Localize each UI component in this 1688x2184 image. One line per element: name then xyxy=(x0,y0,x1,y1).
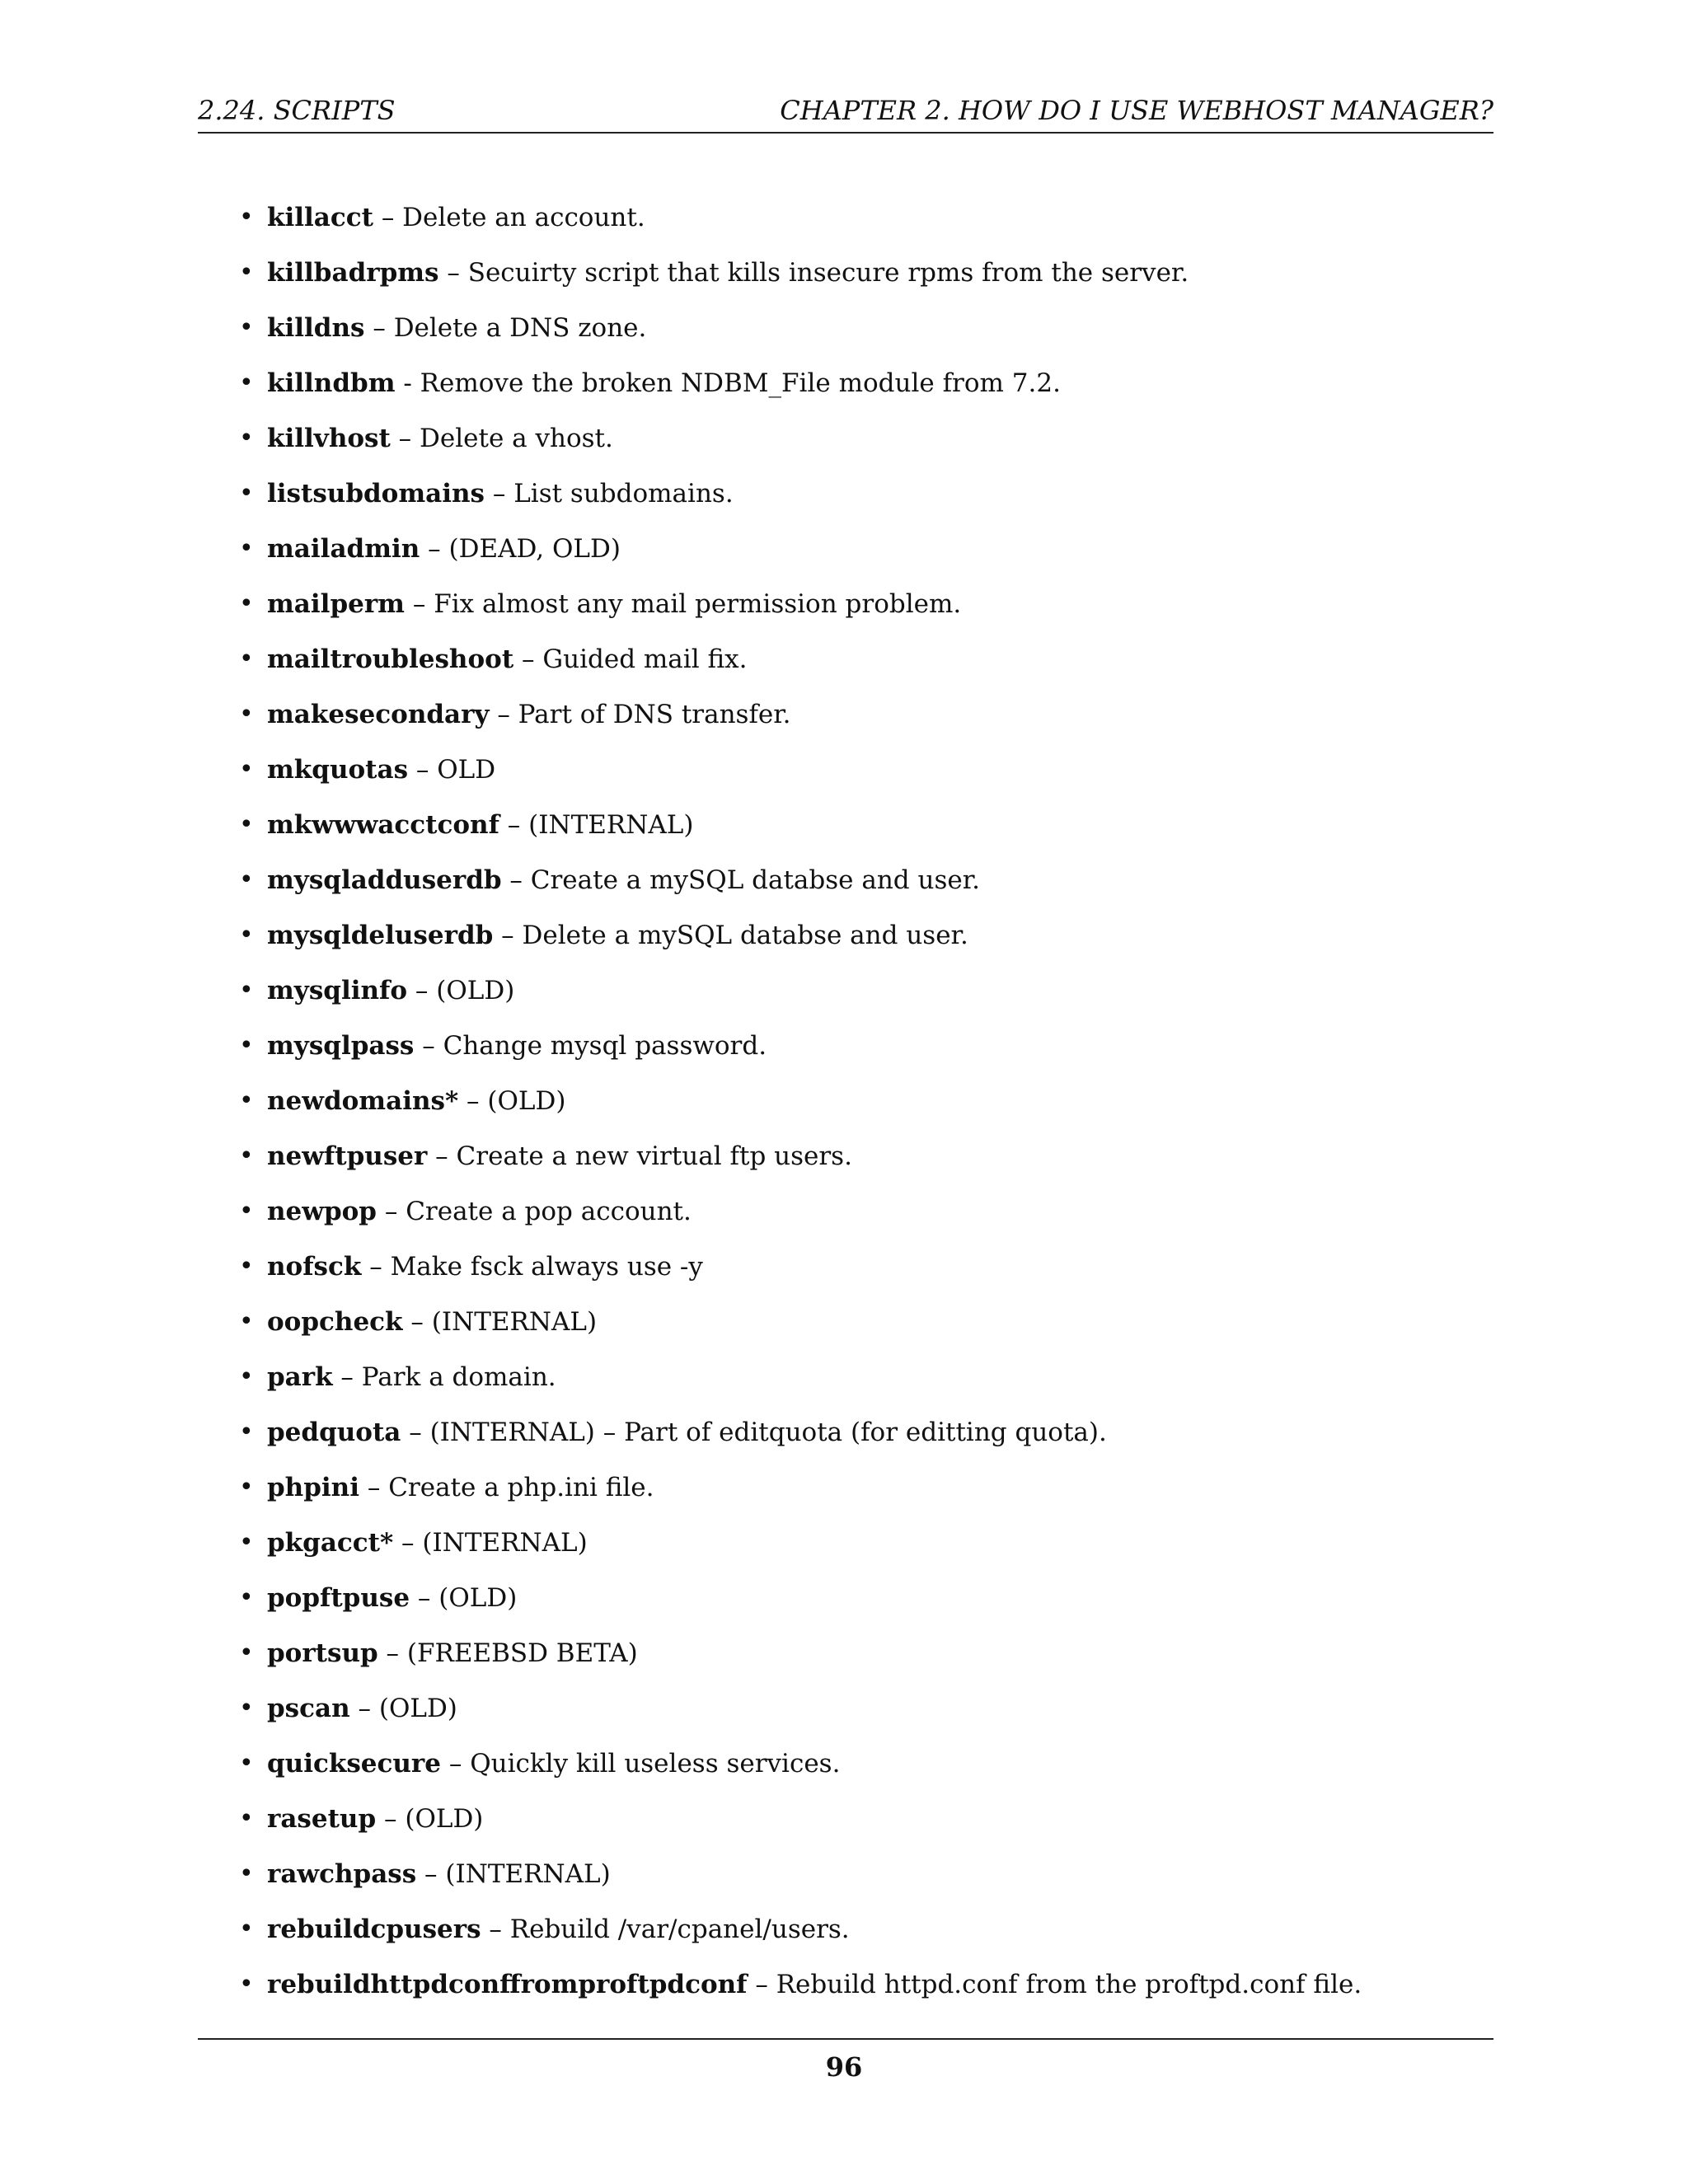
bullet-icon: • xyxy=(239,1583,254,1612)
list-item xyxy=(239,854,1492,909)
list-item xyxy=(239,1075,1492,1130)
script-name: killbadrpms xyxy=(267,258,439,288)
script-name: phpini xyxy=(267,1473,359,1502)
list-item xyxy=(239,1903,1492,1958)
script-entry xyxy=(267,1075,565,1127)
script-name: mysqladduserdb xyxy=(267,865,502,895)
script-entry xyxy=(267,467,734,520)
script-name: newdomains* xyxy=(267,1086,459,1116)
bullet-icon: • xyxy=(239,534,254,563)
script-description: – Change mysql password. xyxy=(414,1031,767,1061)
bullet-icon: • xyxy=(239,1915,254,1943)
script-name: pedquota xyxy=(267,1418,401,1447)
script-description: – Fix almost any mail permission problem. xyxy=(404,589,962,619)
bullet-icon: • xyxy=(239,644,254,673)
list-item xyxy=(239,1793,1492,1848)
script-entry xyxy=(267,1627,638,1680)
script-name: pkgacct* xyxy=(267,1528,394,1558)
bullet-icon: • xyxy=(239,1141,254,1170)
bullet-icon: • xyxy=(239,203,254,232)
script-description: – (INTERNAL) xyxy=(402,1307,598,1337)
script-entry xyxy=(267,633,747,686)
script-name: rebuildhttpdconffromproftpdconf xyxy=(267,1970,748,1999)
bullet-icon: • xyxy=(239,1749,254,1778)
bullet-icon: • xyxy=(239,1638,254,1667)
script-description: – Delete an account. xyxy=(373,203,645,232)
list-item xyxy=(239,302,1492,357)
script-name: mailadmin xyxy=(267,534,420,564)
bullet-icon: • xyxy=(239,1362,254,1391)
list-item xyxy=(239,1516,1492,1572)
script-entry xyxy=(267,1903,850,1956)
script-entry xyxy=(267,909,968,962)
script-name: pscan xyxy=(267,1694,350,1723)
script-entry xyxy=(267,1572,517,1624)
script-description: – (INTERNAL) xyxy=(393,1528,588,1558)
bullet-icon: • xyxy=(239,313,254,342)
list-item xyxy=(239,799,1492,854)
script-entry xyxy=(267,964,514,1017)
section-title: 2.24. SCRIPTS xyxy=(198,95,396,126)
script-description: – List subdomains. xyxy=(485,479,734,509)
script-entry xyxy=(267,1793,483,1845)
script-description: – Create a mySQL databse and user. xyxy=(501,865,980,895)
list-item xyxy=(239,523,1492,578)
script-description: – Rebuild httpd.conf from the proftpd.conf file. xyxy=(747,1970,1362,1999)
script-name: killndbm xyxy=(267,368,396,398)
list-item xyxy=(239,964,1492,1019)
script-description: – Rebuild /var/cpanel/users. xyxy=(481,1915,850,1944)
script-entry xyxy=(267,191,645,244)
list-item xyxy=(239,412,1492,467)
bullet-icon: • xyxy=(239,368,254,397)
script-description: – (OLD) xyxy=(458,1086,566,1116)
script-name: listsubdomains xyxy=(267,479,485,509)
script-name: mailperm xyxy=(267,589,405,619)
script-name: mkwwwacctconf xyxy=(267,810,499,840)
script-description: – OLD xyxy=(408,755,496,785)
script-entry xyxy=(267,1848,611,1900)
script-entry xyxy=(267,1461,654,1514)
page-number: 96 xyxy=(825,2051,863,2083)
script-name: newftpuser xyxy=(267,1141,428,1171)
script-description: – (INTERNAL) xyxy=(499,810,694,840)
script-entry xyxy=(267,1130,852,1183)
script-name: park xyxy=(267,1362,333,1392)
script-description: – Quickly kill useless services. xyxy=(441,1749,841,1779)
script-entry xyxy=(267,523,621,575)
script-entry xyxy=(267,246,1189,299)
script-entry xyxy=(267,1351,556,1404)
list-item xyxy=(239,191,1492,246)
script-entry xyxy=(267,1737,840,1790)
bullet-icon: • xyxy=(239,1804,254,1833)
script-entry xyxy=(267,578,961,630)
script-name: killacct xyxy=(267,203,373,232)
list-item xyxy=(239,1572,1492,1627)
script-description: – Create a new virtual ftp users. xyxy=(427,1141,852,1171)
script-description: – Guided mail fix. xyxy=(513,644,748,674)
bullet-icon: • xyxy=(239,1418,254,1446)
bullet-icon: • xyxy=(239,258,254,287)
bullet-icon: • xyxy=(239,921,254,949)
chapter-title: CHAPTER 2. HOW DO I USE WEBHOST MANAGER? xyxy=(780,95,1493,126)
bullet-icon: • xyxy=(239,1694,254,1722)
list-item xyxy=(239,246,1492,302)
bullet-icon: • xyxy=(239,865,254,894)
list-item xyxy=(239,633,1492,688)
list-item xyxy=(239,1848,1492,1903)
script-description: – Create a php.ini file. xyxy=(359,1473,654,1502)
list-item xyxy=(239,1958,1492,2013)
list-item xyxy=(239,1682,1492,1737)
bullet-icon: • xyxy=(239,1031,254,1060)
list-item xyxy=(239,467,1492,523)
script-list xyxy=(239,191,1492,2013)
script-entry xyxy=(267,1185,692,1238)
list-item xyxy=(239,1130,1492,1185)
script-entry xyxy=(267,1019,767,1072)
list-item xyxy=(239,688,1492,743)
running-header xyxy=(198,92,1493,134)
bullet-icon: • xyxy=(239,1528,254,1557)
script-description: – (INTERNAL) xyxy=(416,1859,611,1889)
bullet-icon: • xyxy=(239,1197,254,1226)
script-name: killdns xyxy=(267,313,365,343)
list-item xyxy=(239,578,1492,633)
bullet-icon: • xyxy=(239,1970,254,1999)
script-description: – Make fsck always use -y xyxy=(361,1252,703,1282)
script-entry xyxy=(267,1240,703,1293)
list-item xyxy=(239,1461,1492,1516)
script-entry xyxy=(267,357,1061,410)
script-entry xyxy=(267,688,791,741)
script-name: nofsck xyxy=(267,1252,362,1282)
script-name: rasetup xyxy=(267,1804,377,1834)
script-entry xyxy=(267,1296,597,1348)
bullet-icon: • xyxy=(239,1307,254,1336)
script-description: – Delete a DNS zone. xyxy=(364,313,647,343)
script-entry xyxy=(267,1406,1107,1459)
script-entry xyxy=(267,743,495,796)
script-entry xyxy=(267,412,613,465)
script-name: portsup xyxy=(267,1638,378,1668)
script-description: – Part of DNS transfer. xyxy=(489,700,791,729)
script-name: mysqldeluserdb xyxy=(267,921,494,950)
script-description: – Delete a mySQL databse and user. xyxy=(493,921,968,950)
list-item xyxy=(239,1406,1492,1461)
script-entry xyxy=(267,854,980,907)
script-name: makesecondary xyxy=(267,700,490,729)
script-name: killvhost xyxy=(267,424,391,453)
bullet-icon: • xyxy=(239,1252,254,1281)
bullet-icon: • xyxy=(239,976,254,1005)
bullet-icon: • xyxy=(239,424,254,452)
list-item xyxy=(239,1185,1492,1240)
script-name: mailtroubleshoot xyxy=(267,644,514,674)
script-name: rawchpass xyxy=(267,1859,417,1889)
script-entry xyxy=(267,799,693,851)
list-item xyxy=(239,1296,1492,1351)
list-item xyxy=(239,743,1492,799)
script-description: – (DEAD, OLD) xyxy=(420,534,621,564)
bullet-icon: • xyxy=(239,810,254,839)
script-description: – (OLD) xyxy=(407,976,515,1005)
script-name: quicksecure xyxy=(267,1749,441,1779)
bullet-icon: • xyxy=(239,755,254,784)
script-description: – (OLD) xyxy=(349,1694,457,1723)
script-name: mkquotas xyxy=(267,755,409,785)
script-description: – Create a pop account. xyxy=(376,1197,692,1226)
script-entry xyxy=(267,1516,588,1569)
script-description: – Delete a vhost. xyxy=(390,424,613,453)
footer-rule xyxy=(198,2038,1493,2040)
script-entry xyxy=(267,1958,1362,2011)
script-description: – (FREEBSD BETA) xyxy=(377,1638,638,1668)
script-name: oopcheck xyxy=(267,1307,403,1337)
list-item xyxy=(239,909,1492,964)
bullet-icon: • xyxy=(239,1086,254,1115)
script-name: popftpuse xyxy=(267,1583,410,1613)
list-item xyxy=(239,1351,1492,1406)
script-name: mysqlpass xyxy=(267,1031,415,1061)
script-entry xyxy=(267,1682,457,1735)
list-item xyxy=(239,1240,1492,1296)
bullet-icon: • xyxy=(239,589,254,618)
list-item xyxy=(239,1019,1492,1075)
script-entry xyxy=(267,302,646,354)
script-description: – Park a domain. xyxy=(332,1362,556,1392)
script-description: - Remove the broken NDBM_File module from 7.2. xyxy=(395,368,1061,398)
script-name: newpop xyxy=(267,1197,377,1226)
script-description: – Secuirty script that kills insecure rpms from the server. xyxy=(438,258,1189,288)
script-description: – (OLD) xyxy=(376,1804,484,1834)
bullet-icon: • xyxy=(239,1859,254,1888)
bullet-icon: • xyxy=(239,1473,254,1502)
bullet-icon: • xyxy=(239,479,254,508)
script-description: – (OLD) xyxy=(410,1583,518,1613)
script-name: mysqlinfo xyxy=(267,976,408,1005)
bullet-icon: • xyxy=(239,700,254,729)
list-item xyxy=(239,1737,1492,1793)
list-item xyxy=(239,357,1492,412)
list-item xyxy=(239,1627,1492,1682)
script-name: rebuildcpusers xyxy=(267,1915,481,1944)
script-description: – (INTERNAL) – Part of editquota (for editting quota). xyxy=(401,1418,1107,1447)
